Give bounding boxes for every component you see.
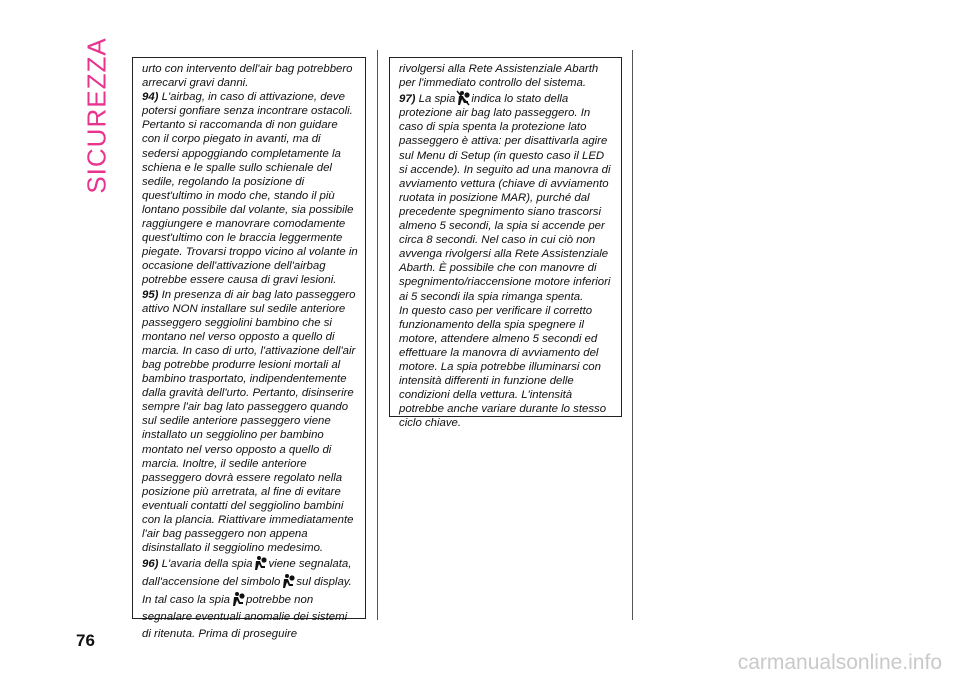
note-number: 97) [399,93,416,106]
note-number: 96) [142,558,159,571]
note-text: potrebbe non segnalare eventuali anomalie dei sistemi di ritenuta. Prima di proseguire [142,594,348,641]
column-divider-left [377,50,378,620]
note-number: 94) [142,91,159,104]
note-text: viene segnalata, dall'accensione del simbolo [142,558,352,589]
airbag-warning-icon [253,555,267,571]
warning-box-left [132,57,366,641]
note-text: L'airbag, in caso di attivazione, deve potersi gonfiare senza incontrare ostacoli. Pertanto si raccomanda di non guidare con il corpo piegato in avanti, ma di sedersi appoggiando completamente la schiena e le spalle sullo schienale del sedile, regolando la posizione di quest'ultimo in modo che, stando il più lontano possibile dal volante, sia possibile raggiungere e manovrare comodamente quest'ultimo con le braccia leggermente piegate. Trovarsi troppo vicino al volante in occasione dell'attivazione dell'airbag potrebbe essere causa di gravi lesioni. [142,91,358,287]
note-96 [142,555,359,643]
note-text: sul display. In tal caso la spia [142,576,352,607]
page-number: 76 [76,631,95,650]
airbag-warning-icon [231,591,245,607]
section-title: SICUREZZA [81,36,112,194]
note-number: 95) [142,288,159,301]
passenger-airbag-off-icon [456,90,470,106]
note-94 [142,90,359,287]
paragraph-continuation: urto con intervento dell'air bag potrebbero arrecarvi gravi danni. [142,63,353,90]
note-text: La spia [418,93,456,106]
section-tab [80,36,114,194]
note-text: L'avaria della spia [161,558,253,571]
note-97 [399,90,615,303]
column-divider-right [632,50,633,620]
watermark: carmanualsonline.info [737,651,942,674]
paragraph: In questo caso per verificare il corretto funzionamento della spia spegnere il motore, attendere almeno 5 secondi ed effettuare la manovra di avviamento del motore. La spia potrebbe illuminarsi con intensità differenti in funzione delle condizioni della vettura. L'intensità potrebbe anche variare durante lo stesso ciclo chiave. [399,304,607,430]
warning-box-right [389,57,622,430]
note-text: In presenza di air bag lato passeggero attivo NON installare sul sedile anteriore passeggero seggiolini bambino che si montano nel verso opposto a quello di marcia. In caso di urto, l'attivazione dell'air bag potrebbe produrre lesioni mortali al bambino trasportato, indipendentemente dalla gravità dell'urto. Pertanto, disinserire sempre l'air bag lato passeggero quando sul sedile anteriore passeggero viene installato un seggiolino per bambino montato nel verso opposto a quello di marcia. Inoltre, il sedile anteriore passeggero dovrà essere regolato nella posizione più arretrata, al fine di evitare eventuali contatti del seggiolino bambini con la plancia. Riattivare immediatamente l'air bag passeggero non appena disinstallato il seggiolino medesimo. [142,288,356,555]
airbag-warning-icon [281,573,295,589]
note-95 [142,288,359,556]
paragraph-continuation: rivolgersi alla Rete Assistenziale Abarth per l'immediato controllo del sistema. [399,63,599,90]
note-text: indica lo stato della protezione air bag lato passeggero. In caso di spia spenta la protezione lato passeggero è attiva: per disattivarla agire sul Menu di Setup (in questo caso il LED si accende). In seguito ad una manovra di avviamento vettura (chiave di avviamento ruotata in posizione MAR), purché dal precedente spegnimento siano trascorsi almeno 5 secondi, la spia si accende per circa 8 secondi. Nel caso in cui ciò non avvenga rivolgersi alla Rete Assistenziale Abarth. È possibile che con manovre di spegnimento/riaccensione motore inferiori ai 5 secondi ila spia rimanga spenta. [399,93,611,303]
